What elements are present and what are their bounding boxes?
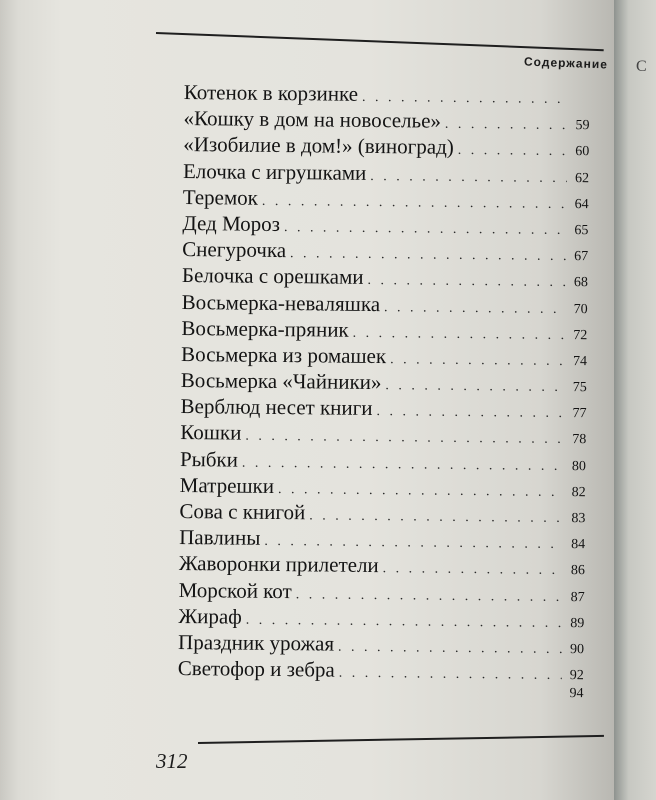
dot-leader xyxy=(353,325,566,343)
toc-entry-page: 64 xyxy=(574,196,589,212)
toc-entry-title: Павлины xyxy=(179,525,261,551)
dot-leader xyxy=(445,117,568,134)
page-number: 312 xyxy=(156,749,188,773)
footer-rule xyxy=(198,735,604,744)
toc-entry-page: 86 xyxy=(570,563,585,579)
toc-entry-page: 70 xyxy=(573,301,588,317)
dot-leader xyxy=(290,246,566,265)
toc-entry-title: Снегурочка xyxy=(182,237,287,263)
toc-entry-page: 83 xyxy=(571,511,586,527)
dot-leader xyxy=(284,220,567,239)
toc-entry-title: Восьмерка-неваляшка xyxy=(181,289,381,316)
dot-leader xyxy=(384,300,566,318)
toc-entry-page: 77 xyxy=(572,406,587,422)
dot-leader xyxy=(339,666,562,684)
toc-entry-page: 67 xyxy=(574,249,589,265)
toc-entry-title: Теремок xyxy=(182,184,259,210)
running-head: Содержание xyxy=(523,54,609,72)
toc-final-page: 94 xyxy=(569,686,584,702)
toc-entry-title: Матрешки xyxy=(179,472,275,498)
toc-entry-page: 78 xyxy=(572,432,587,448)
toc-entry-page: 89 xyxy=(570,615,585,631)
dot-leader xyxy=(309,508,563,527)
toc-entry-page: 59 xyxy=(575,118,590,134)
toc-entry-title: Восьмерка-пряник xyxy=(181,315,349,342)
toc-entry-title: Светофор и зебра xyxy=(177,656,335,682)
toc-entry-title: Восьмерка «Чайники» xyxy=(180,368,382,395)
toc-entry-title: Елочка с игрушками xyxy=(182,158,367,185)
toc-entry-title: Верблюд несет книги xyxy=(180,394,373,421)
dot-leader xyxy=(376,404,564,422)
toc-entry-title: «Кошку в дом на новоселье» xyxy=(183,106,442,133)
toc-entry-page: 65 xyxy=(574,223,589,239)
toc-entry-title: Белочка с орешками xyxy=(181,263,364,290)
toc-entry-title: Кошки xyxy=(180,420,242,446)
toc-entry-page: 82 xyxy=(571,484,586,501)
toc-entry-title: Дед Мороз xyxy=(182,210,281,236)
dot-leader xyxy=(390,352,565,370)
dot-leader xyxy=(338,640,562,658)
toc-entry-title: Морской кот xyxy=(178,577,292,603)
toc-final-page-row xyxy=(177,682,583,712)
table-of-contents xyxy=(177,80,590,713)
toc-entry-page: 87 xyxy=(570,589,585,605)
dot-leader xyxy=(383,561,563,579)
dot-leader xyxy=(370,169,567,187)
toc-entry-title: Рыбки xyxy=(179,446,239,472)
toc-entry-title: Жираф xyxy=(178,603,242,629)
facing-page-glyph: С xyxy=(636,58,647,75)
dot-leader xyxy=(278,482,564,501)
toc-entry-title: Восьмерка из ромашек xyxy=(181,341,387,369)
toc-entry-page: 74 xyxy=(572,353,588,370)
dot-leader xyxy=(245,429,564,448)
toc-entry-page: 62 xyxy=(574,170,590,186)
toc-entry-title: Жаворонки прилетели xyxy=(178,551,379,578)
dot-leader xyxy=(458,143,568,160)
toc-entry-title: Праздник урожая xyxy=(177,629,335,656)
toc-entry-page: 75 xyxy=(572,380,587,396)
toc-entry-title: «Изобилие в дом!» (виноград) xyxy=(183,132,454,160)
dot-leader xyxy=(296,587,563,606)
dot-leader xyxy=(242,455,564,474)
dot-leader xyxy=(264,534,563,553)
toc-entry-page: 60 xyxy=(575,144,590,160)
toc-entry-page: 80 xyxy=(571,458,587,474)
dot-leader xyxy=(262,194,567,213)
toc-entry-page: 90 xyxy=(569,642,585,658)
facing-page-edge xyxy=(614,0,656,800)
toc-entry-page: 92 xyxy=(569,668,584,684)
toc-entry-page: 84 xyxy=(571,537,586,553)
dot-leader xyxy=(385,378,565,396)
toc-entry-page: 72 xyxy=(573,327,588,343)
toc-entry-page: 68 xyxy=(573,275,588,291)
dot-leader xyxy=(362,90,568,108)
toc-entry-title: Сова с книгой xyxy=(179,498,306,525)
dot-leader xyxy=(367,273,566,291)
dot-leader xyxy=(246,612,563,631)
header-rule xyxy=(156,32,604,51)
toc-entry-title: Котенок в корзинке xyxy=(183,80,359,106)
